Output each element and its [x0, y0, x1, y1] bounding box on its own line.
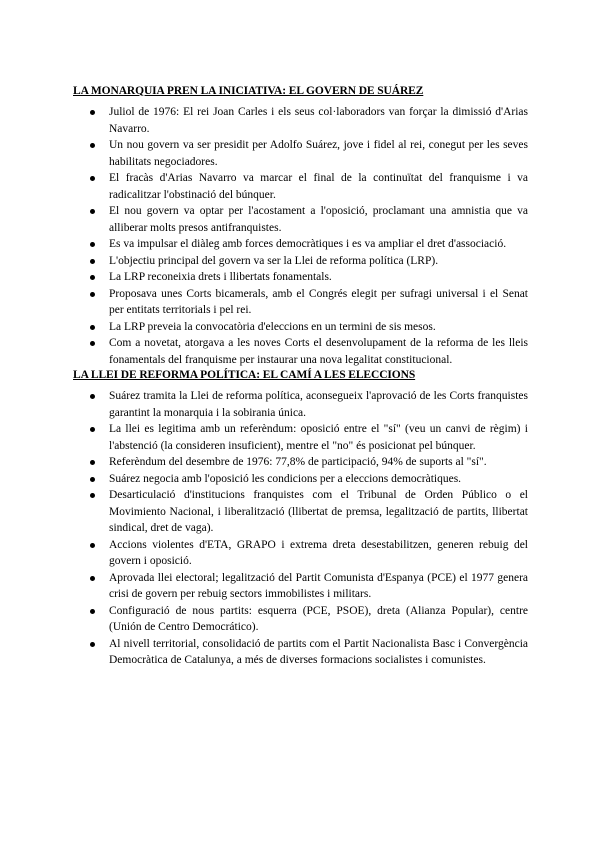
- list-item: [73, 454, 528, 471]
- list-item: [73, 421, 528, 454]
- list-item-text: Es va impulsar el diàleg amb forces democràtiques i es va ampliar el dret d'associació.: [109, 238, 507, 250]
- section-heading: LA LLEI DE REFORMA POLÍTICA: EL CAMÍ A LES ELECCIONS: [73, 369, 416, 381]
- list-item: [73, 104, 528, 137]
- bullet-icon: [90, 543, 95, 548]
- list-item: [73, 603, 528, 636]
- list-item-text: Accions violentes d'ETA, GRAPO i extrema dreta desestabilitzen, generen rebuig del govern i oposició.: [109, 538, 528, 567]
- list-item: [73, 319, 528, 336]
- bullet-icon: [90, 394, 95, 399]
- bullet-icon: [90, 341, 95, 346]
- list-item: [73, 286, 528, 319]
- bullet-list: [73, 388, 528, 669]
- list-item-text: Aprovada llei electoral; legalització del Partit Comunista d'Espanya (PCE) el 1977 genera crisi de govern per rebuig sectors immobilistes i militars.: [109, 571, 528, 600]
- bullet-icon: [90, 642, 95, 647]
- bullet-icon: [90, 325, 95, 330]
- section-llei-reforma: [73, 368, 528, 669]
- bullet-icon: [90, 275, 95, 280]
- bullet-icon: [90, 209, 95, 214]
- list-item: [73, 137, 528, 170]
- list-item-text: Com a novetat, atorgava a les noves Corts el desenvolupament de la reforma de les lleis fonamentals del franquisme per instaurar una nova legalitat constitucional.: [109, 337, 528, 366]
- list-item-text: Referèndum del desembre de 1976: 77,8% de participació, 94% de suports al "sí".: [109, 456, 487, 468]
- bullet-icon: [90, 292, 95, 297]
- list-item: [73, 636, 528, 669]
- list-item-text: Suárez tramita la Llei de reforma política, aconsegueix l'aprovació de les Corts franquistes garantint la monarquia i la sobirania única.: [109, 390, 528, 419]
- list-item: [73, 203, 528, 236]
- list-item-text: El nou govern va optar per l'acostament a l'oposició, proclamant una amnistia que va alliberar molts presos antifranquistes.: [109, 205, 528, 234]
- list-item-text: Proposava unes Corts bicamerals, amb el Congrés elegit per sufragi universal i el Senat per entitats territorials i pel rei.: [109, 287, 528, 316]
- list-item: [73, 487, 528, 537]
- list-item-text: La LRP reconeixia drets i llibertats fonamentals.: [109, 271, 332, 283]
- list-item-text: Suárez negocia amb l'oposició les condicions per a eleccions democràtiques.: [109, 472, 462, 485]
- list-item: [73, 269, 528, 286]
- bullet-list: [73, 104, 528, 368]
- list-item: [73, 253, 528, 270]
- bullet-icon: [90, 176, 95, 181]
- list-item: [73, 570, 528, 603]
- list-item: [73, 537, 528, 570]
- list-item: [73, 236, 528, 253]
- section-monarquia: [73, 84, 528, 368]
- bullet-icon: [90, 427, 95, 432]
- list-item-text: Desarticulació d'institucions franquistes com el Tribunal de Orden Público o el Movimiento Nacional, i liberalització (llibertat de premsa, legalització de partits, llibertat sindical, dret de vaga).: [109, 489, 528, 534]
- bullet-icon: [90, 460, 95, 465]
- list-item-text: Un nou govern va ser presidit per Adolfo Suárez, jove i fidel al rei, conegut per les seves habilitats negociadores.: [109, 139, 528, 168]
- bullet-icon: [90, 576, 95, 581]
- list-item-text: Al nivell territorial, consolidació de partits com el Partit Nacionalista Basc i Convergència Democràtica de Catalunya, a més de diverses formacions socialistes i comunistes.: [109, 637, 528, 666]
- list-item-text: L'objectiu principal del govern va ser la Llei de reforma política (LRP).: [109, 254, 439, 267]
- list-item-text: La llei es legitima amb un referèndum: oposició entre el "sí" (veu un canvi de règim) i l'abstenció (la consideren insuficient), mentre el "no" és posicionat pel búnquer.: [109, 423, 528, 452]
- list-item: [73, 388, 528, 421]
- bullet-icon: [90, 259, 95, 264]
- bullet-icon: [90, 493, 95, 498]
- bullet-icon: [90, 477, 95, 482]
- bullet-icon: [90, 609, 95, 614]
- list-item: [73, 170, 528, 203]
- bullet-icon: [90, 110, 95, 115]
- list-item-text: Juliol de 1976: El rei Joan Carles i els seus col·laboradors van forçar la dimissió d'Arias Navarro.: [109, 106, 528, 135]
- list-item-text: La LRP preveia la convocatòria d'eleccions en un termini de sis mesos.: [109, 320, 436, 333]
- list-item-text: Configuració de nous partits: esquerra (PCE, PSOE), dreta (Alianza Popular), centre (Unión de Centro Democrático).: [109, 604, 528, 633]
- section-heading: LA MONARQUIA PREN LA INICIATIVA: EL GOVERN DE SUÁREZ: [73, 85, 424, 97]
- list-item: [73, 335, 528, 368]
- list-item-text: El fracàs d'Arias Navarro va marcar el final de la continuïtat del franquisme i va radicalitzar l'obstinació del búnquer.: [109, 172, 528, 201]
- list-item: [73, 471, 528, 488]
- bullet-icon: [90, 143, 95, 148]
- bullet-icon: [90, 242, 95, 247]
